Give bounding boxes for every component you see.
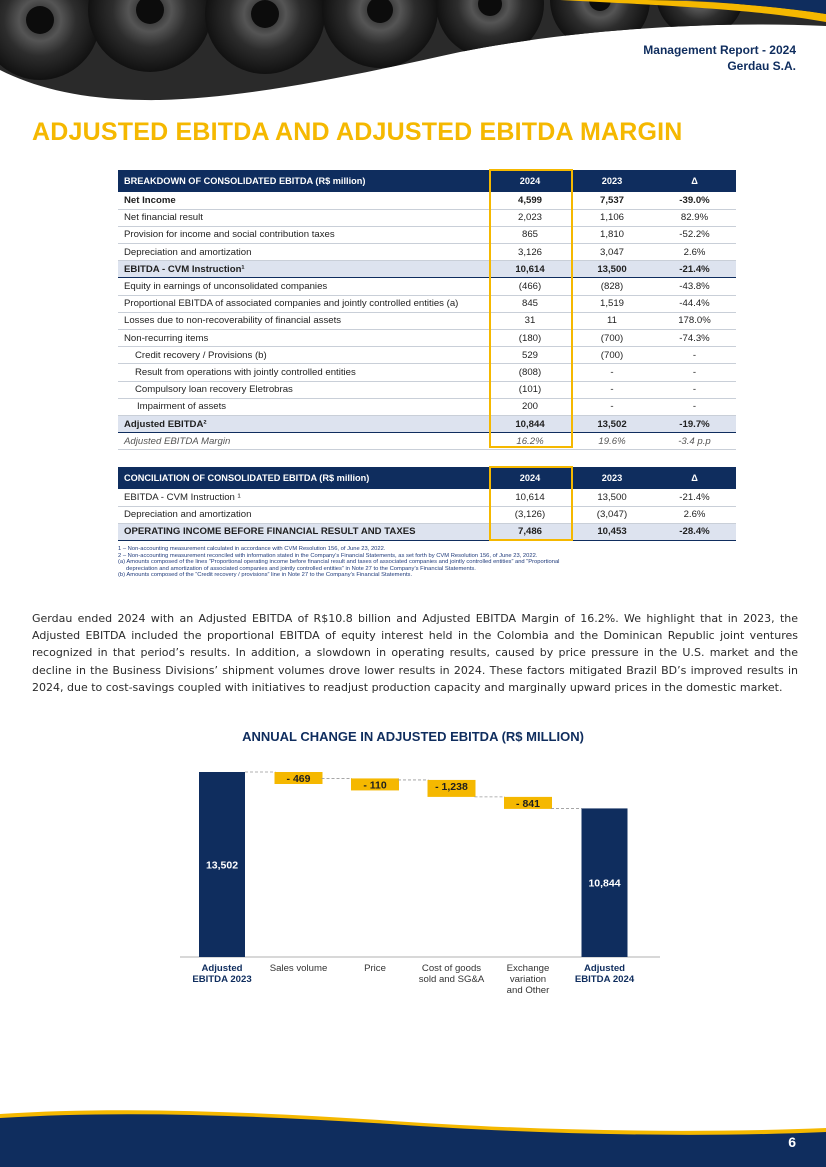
table-row [118,295,736,312]
report-header [643,42,796,74]
value-2023: 10,453 [571,523,653,540]
value-delta: 178.0% [653,312,736,329]
row-label: Net financial result [118,209,489,226]
category-label: and Other [506,985,550,996]
table-row [118,312,736,329]
bar-value-label: 10,844 [588,877,621,890]
value-delta: -21.4% [653,261,736,278]
value-delta: -43.8% [653,278,736,295]
bar-value-label: - 110 [363,779,387,792]
value-2024: 10,614 [489,261,571,278]
value-2023: 3,047 [571,244,653,261]
value-delta: -52.2% [653,226,736,243]
header-banner [0,0,826,110]
value-delta: -74.3% [653,330,736,347]
footnote: 2 – Non-accounting measurement reconciled with information stated in the Company’s Financial Statements, as set forth by CVM Resolution 156, of June 23, 2022. [118,552,538,559]
column-header: Δ [653,170,736,192]
value-2023: (3,047) [571,506,653,523]
category-label: Price [364,963,386,974]
value-2023: 1,519 [571,295,653,312]
row-label: Non-recurring items [118,330,489,347]
value-2023: 13,500 [571,261,653,278]
value-2024: 865 [489,226,571,243]
row-label: Depreciation and amortization [118,244,489,261]
table-row [118,523,736,540]
value-2023: - [571,381,653,398]
value-2023: 1,106 [571,209,653,226]
value-2024: 4,599 [489,192,571,209]
table-header-row [118,170,736,192]
report-title: Management Report - 2024 [643,43,796,57]
row-label: Impairment of assets [118,398,489,415]
table-row [118,433,736,450]
value-2023: - [571,364,653,381]
value-2023: - [571,398,653,415]
bar-value-label: - 841 [516,797,540,810]
value-2023: 13,502 [571,415,653,432]
table-row [118,398,736,415]
table-row [118,506,736,523]
value-2023: 19.6% [571,433,653,450]
value-delta: - [653,381,736,398]
company-name: Gerdau S.A. [727,59,796,73]
footnote: depreciation and amortization of associated companies and jointly controlled entities” in Note 27 to the Company’s Financial Statements. [126,565,476,572]
chart-title: ANNUAL CHANGE IN ADJUSTED EBITDA (R$ MILLION) [242,729,584,744]
value-2024: (3,126) [489,506,571,523]
value-delta: - [653,347,736,364]
row-label: Depreciation and amortization [118,506,489,523]
column-header: BREAKDOWN OF CONSOLIDATED EBITDA (R$ million) [118,170,489,192]
table-row [118,330,736,347]
page-number: 6 [788,1134,796,1150]
value-delta: - [653,398,736,415]
value-2023: 1,810 [571,226,653,243]
table-row [118,192,736,209]
value-delta: -28.4% [653,523,736,540]
value-2024: 3,126 [489,244,571,261]
footer-band [0,1108,826,1167]
ebitda-breakdown-table [118,170,736,450]
category-label: Exchange [506,963,550,974]
row-label: Losses due to non-recoverability of financial assets [118,312,489,329]
row-label: Adjusted EBITDA Margin [118,433,489,450]
table-row [118,226,736,243]
row-label: Provision for income and social contribution taxes [118,226,489,243]
footnote: 1 – Non-accounting measurement calculated in accordance with CVM Resolution 156, of June 23, 2022. [118,546,386,552]
value-2024: (101) [489,381,571,398]
value-2023: (828) [571,278,653,295]
footnotes [118,546,738,579]
value-2023: (700) [571,347,653,364]
column-header: CONCILIATION OF CONSOLIDATED EBITDA (R$ million) [118,467,489,489]
category-label: variation [509,974,547,985]
bar-value-label: - 1,238 [435,780,468,793]
value-2024: (180) [489,330,571,347]
value-2023: (700) [571,330,653,347]
value-2024: 529 [489,347,571,364]
row-label: Net Income [118,192,489,209]
category-label: Cost of goods [421,963,482,974]
category-label: Adjusted [583,963,626,974]
value-2024: (808) [489,364,571,381]
value-2023: 13,500 [571,489,653,506]
row-label: Result from operations with jointly controlled entities [118,364,489,381]
ebitda-conciliation-table [118,467,736,541]
column-header: Δ [653,467,736,489]
footnote: (b) Amounts composed of the “Credit recovery / provisions” line in Note 27 to the Company’s Financial Statements. [118,572,413,578]
page-title: ADJUSTED EBITDA AND ADJUSTED EBITDA MARGIN [32,118,683,146]
row-label: Adjusted EBITDA² [118,415,489,432]
value-2024: 845 [489,295,571,312]
row-label: EBITDA - CVM Instruction¹ [118,261,489,278]
value-2024: 10,844 [489,415,571,432]
value-2024: 16.2% [489,433,571,450]
column-header: 2023 [571,467,653,489]
table-row [118,209,736,226]
value-delta: 2.6% [653,244,736,261]
column-header: 2023 [571,170,653,192]
column-header: 2024 [489,170,571,192]
value-2024: 7,486 [489,523,571,540]
row-label: Compulsory loan recovery Eletrobras [118,381,489,398]
bar-value-label: - 469 [286,773,311,785]
value-delta: -19.7% [653,415,736,432]
body-paragraph: Gerdau ended 2024 with an Adjusted EBITDA of R$10.8 billion and Adjusted EBITDA Margin of 16.2%. We highlight that in 2023, the Adjusted EBITDA included the proportional EBITDA of equity interest held in the Colombia and the Dominican Republic joint ventures recognized in that period’s results. In addition, a slowdown in operating results, caused by price pressure in the U.S. market and the decline in the Business Divisions’ shipment volumes drove lower results in 2024. These factors mitigated Brazil BD’s improved results in 2024, due to cost-savings coupled with initiatives to readjust production capacity and marginally upward prices in the domestic market. [32,612,798,694]
value-delta: 2.6% [653,506,736,523]
value-2024: 200 [489,398,571,415]
value-2024: (466) [489,278,571,295]
row-label: Credit recovery / Provisions (b) [118,347,489,364]
value-delta: 82.9% [653,209,736,226]
table-row [118,364,736,381]
table-row [118,381,736,398]
table-header-row [118,467,736,489]
row-label: Equity in earnings of unconsolidated companies [118,278,489,295]
value-delta: -44.4% [653,295,736,312]
value-delta: -21.4% [653,489,736,506]
value-delta: -39.0% [653,192,736,209]
footer-wave [0,1108,826,1167]
footnote: (a) Amounts composed of the lines “Proportional operating income before financial result and taxes of associated companies and jointly controlled entities” and “Proportional [118,559,560,565]
value-2024: 10,614 [489,489,571,506]
row-label: OPERATING INCOME BEFORE FINANCIAL RESULT AND TAXES [118,523,489,540]
column-header: 2024 [489,467,571,489]
table-row [118,278,736,295]
table-row [118,347,736,364]
table-row [118,261,736,278]
table-row [118,415,736,432]
value-2024: 2,023 [489,209,571,226]
value-2023: 11 [571,312,653,329]
category-label: Sales volume [269,963,328,974]
row-label: EBITDA - CVM Instruction ¹ [118,489,489,506]
category-label: Adjusted [201,963,243,974]
bar-value-label: 13,502 [205,859,239,872]
value-2024: 31 [489,312,571,329]
category-label: EBITDA 2024 [574,974,635,985]
category-label: EBITDA 2023 [192,974,252,985]
value-delta: -3.4 p.p [653,433,736,450]
category-label: sold and SG&A [418,974,485,985]
ebitda-waterfall-chart [180,752,660,1002]
table-row [118,244,736,261]
value-delta: - [653,364,736,381]
value-2023: 7,537 [571,192,653,209]
row-label: Proportional EBITDA of associated companies and jointly controlled entities (a) [118,295,489,312]
table-row [118,489,736,506]
